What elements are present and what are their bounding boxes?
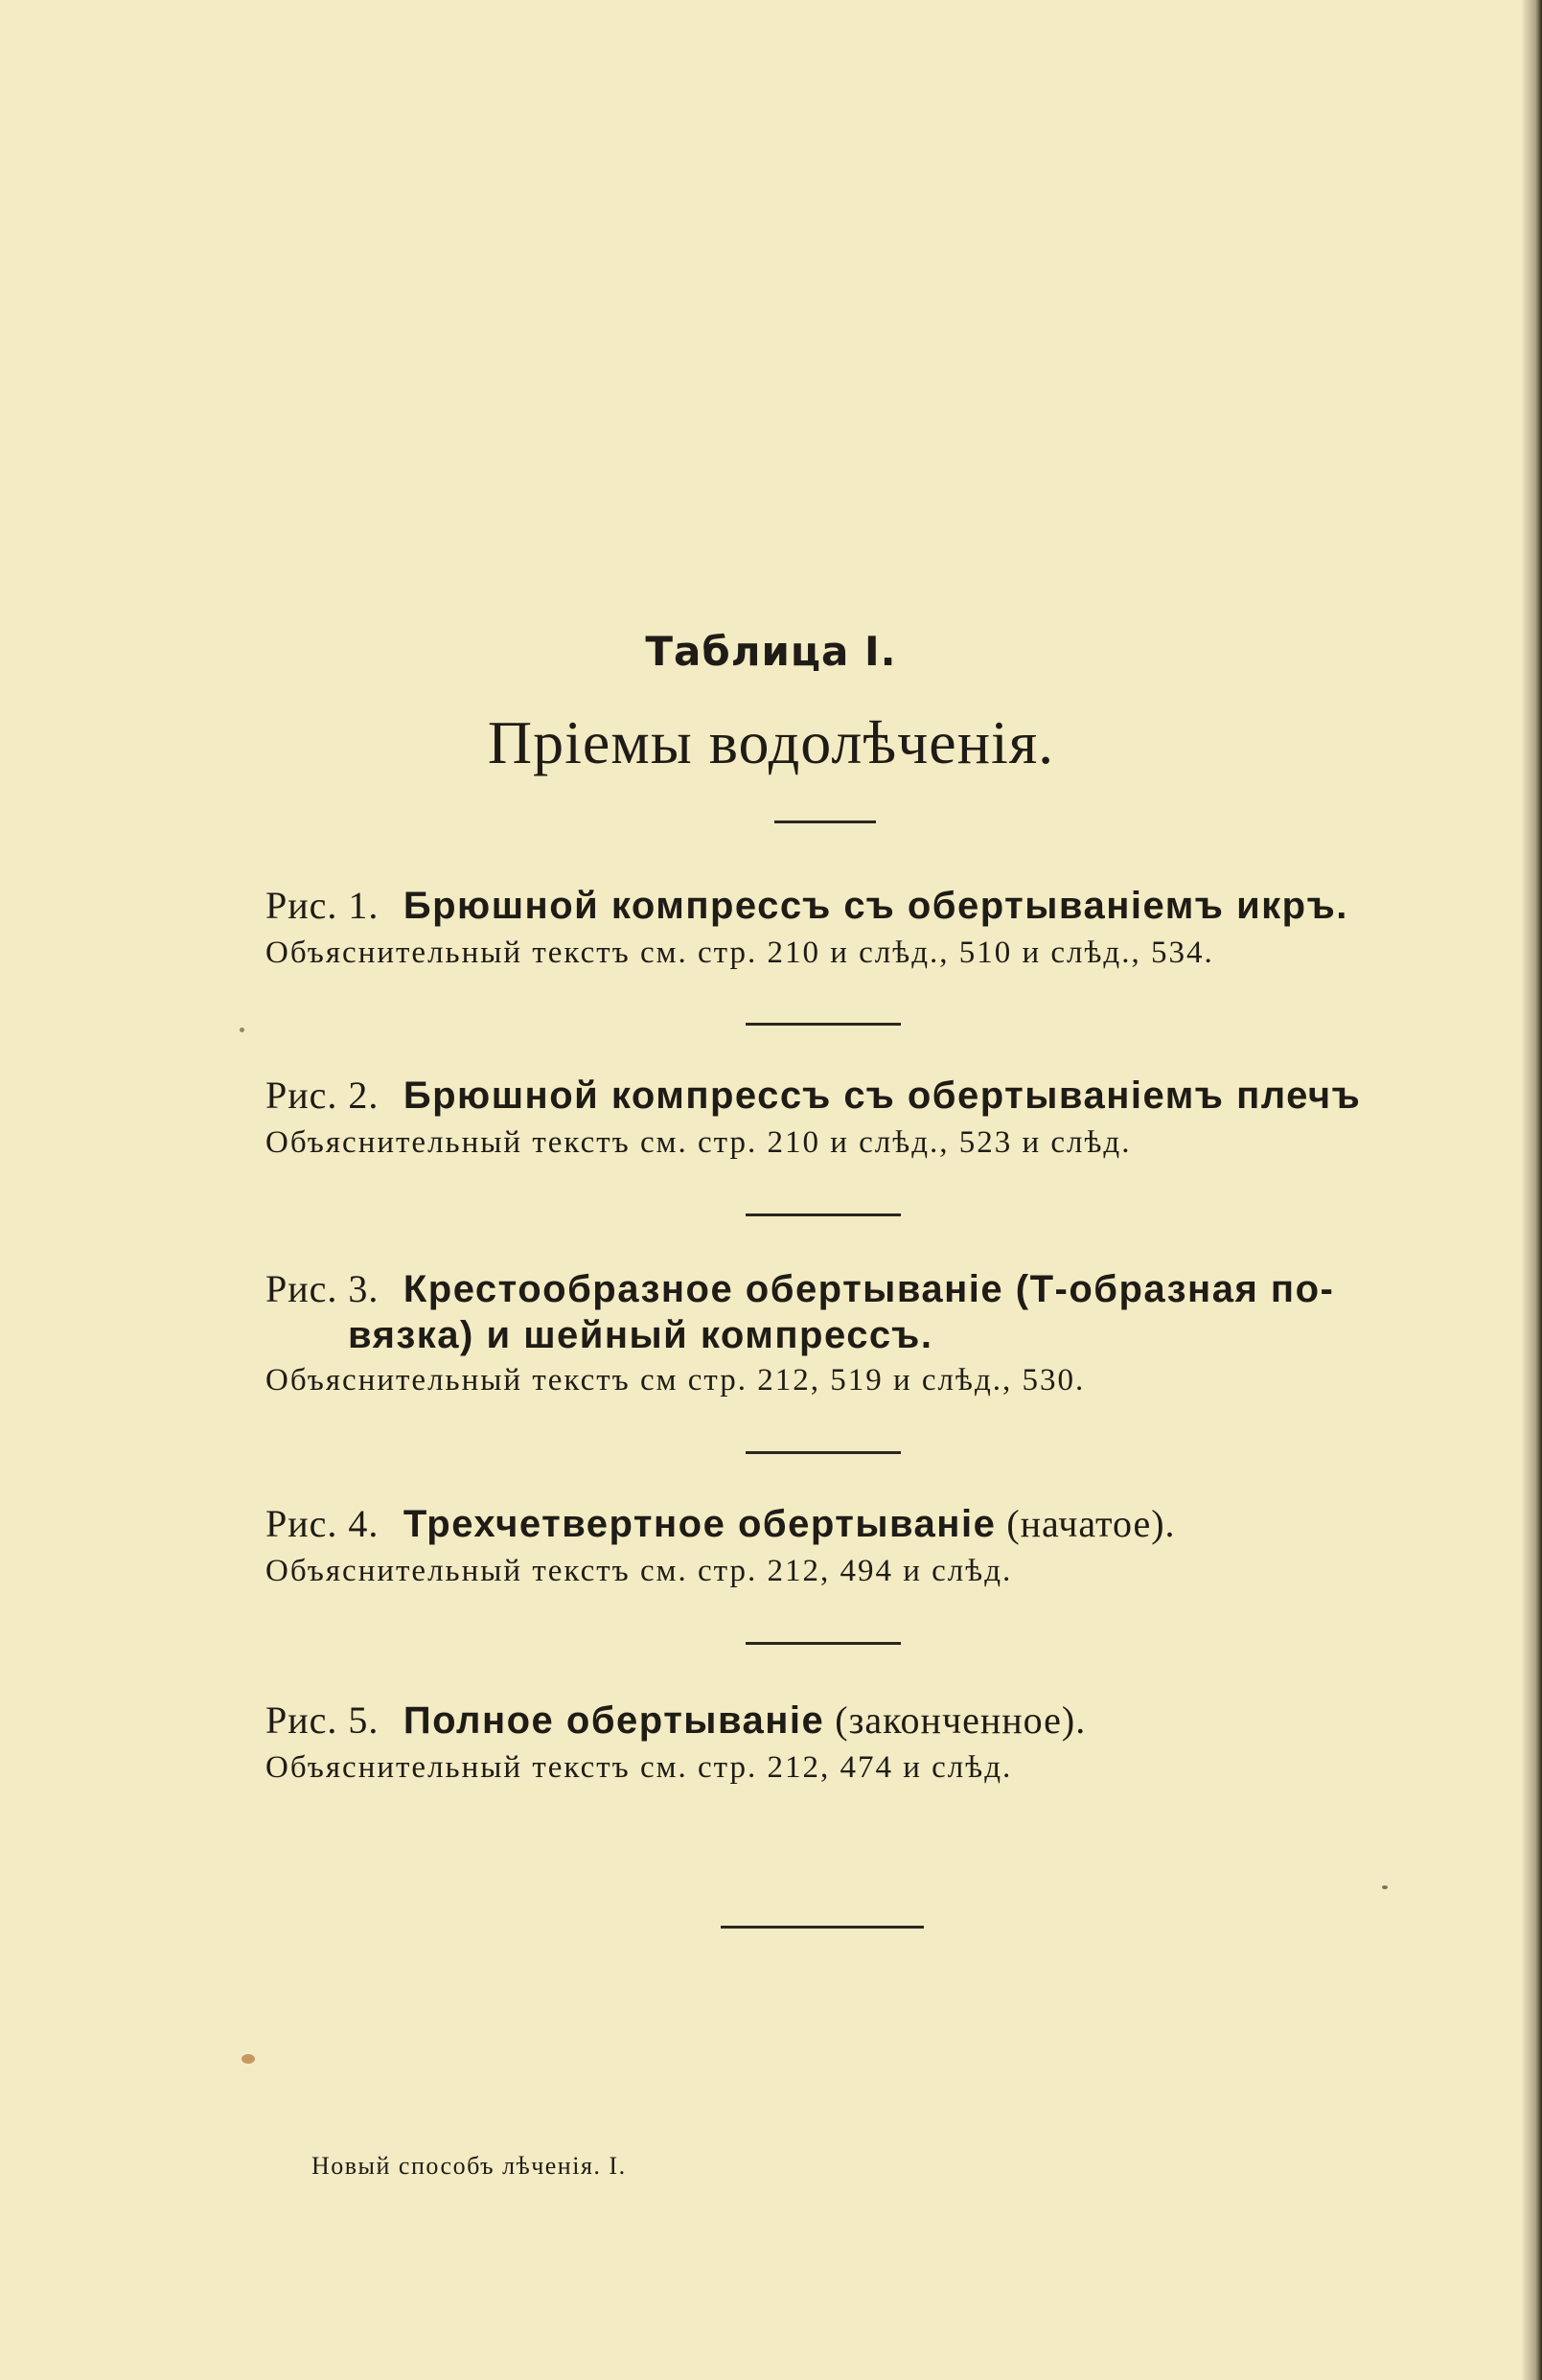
table-label: Таблица I.	[645, 628, 897, 675]
figure-number: Рис. 1.	[265, 884, 380, 927]
figure-number: Рис. 4.	[265, 1502, 380, 1545]
figure-entry-5	[265, 1697, 1396, 1786]
end-divider	[721, 1926, 924, 1929]
figure-number: Рис. 5.	[265, 1698, 380, 1742]
figure-caption: Брюшной компрессъ съ обертываніемъ икръ.	[403, 885, 1348, 927]
explanation-text: Объяснительный текстъ см. стр. 210 и слѣд., 523 и слѣд.	[265, 1125, 1132, 1160]
figure-entry-2	[265, 1072, 1396, 1161]
explanation-text: Объяснительный текстъ см. стр. 212, 494 и слѣд.	[265, 1554, 1013, 1588]
page-edge-shadow	[1521, 0, 1542, 2380]
figure-entry-4	[265, 1500, 1396, 1589]
figure-number: Рис. 2.	[265, 1074, 380, 1117]
figure-caption-note: (законченное).	[824, 1698, 1087, 1742]
figure-caption: Полное обертываніе	[403, 1699, 825, 1742]
figure-number: Рис. 3.	[265, 1267, 380, 1310]
page-footer: Новый способъ лѣченія. I.	[311, 2152, 627, 2180]
section-divider	[746, 1213, 901, 1216]
title-divider	[774, 820, 876, 823]
ink-speck	[1382, 1885, 1388, 1889]
page-title: Пріемы водолѣченія.	[487, 708, 1055, 776]
explanation-text: Объяснительный текстъ см. стр. 212, 474 и слѣд.	[265, 1750, 1013, 1785]
figure-caption: Трехчетвертное обертываніе	[403, 1503, 997, 1545]
rust-stain	[242, 2054, 255, 2064]
figure-caption-continuation: вязка) и шейный компрессъ.	[348, 1314, 933, 1356]
figure-entry-3	[265, 1265, 1396, 1398]
section-divider	[746, 1451, 901, 1454]
section-divider	[746, 1642, 901, 1645]
explanation-text: Объяснительный текстъ см. стр. 210 и слѣд., 510 и слѣд., 534.	[265, 936, 1214, 970]
figure-caption-note: (начатое).	[996, 1502, 1176, 1545]
section-divider	[746, 1023, 901, 1026]
figure-caption: Брюшной компрессъ съ обертываніемъ плечъ	[403, 1074, 1362, 1117]
ink-speck	[240, 1028, 244, 1032]
figure-entry-1	[265, 882, 1396, 971]
figure-caption: Крестообразное обертываніе (Т-образная по-	[403, 1268, 1335, 1310]
explanation-text: Объяснительный текстъ см стр. 212, 519 и слѣд., 530.	[265, 1363, 1086, 1398]
